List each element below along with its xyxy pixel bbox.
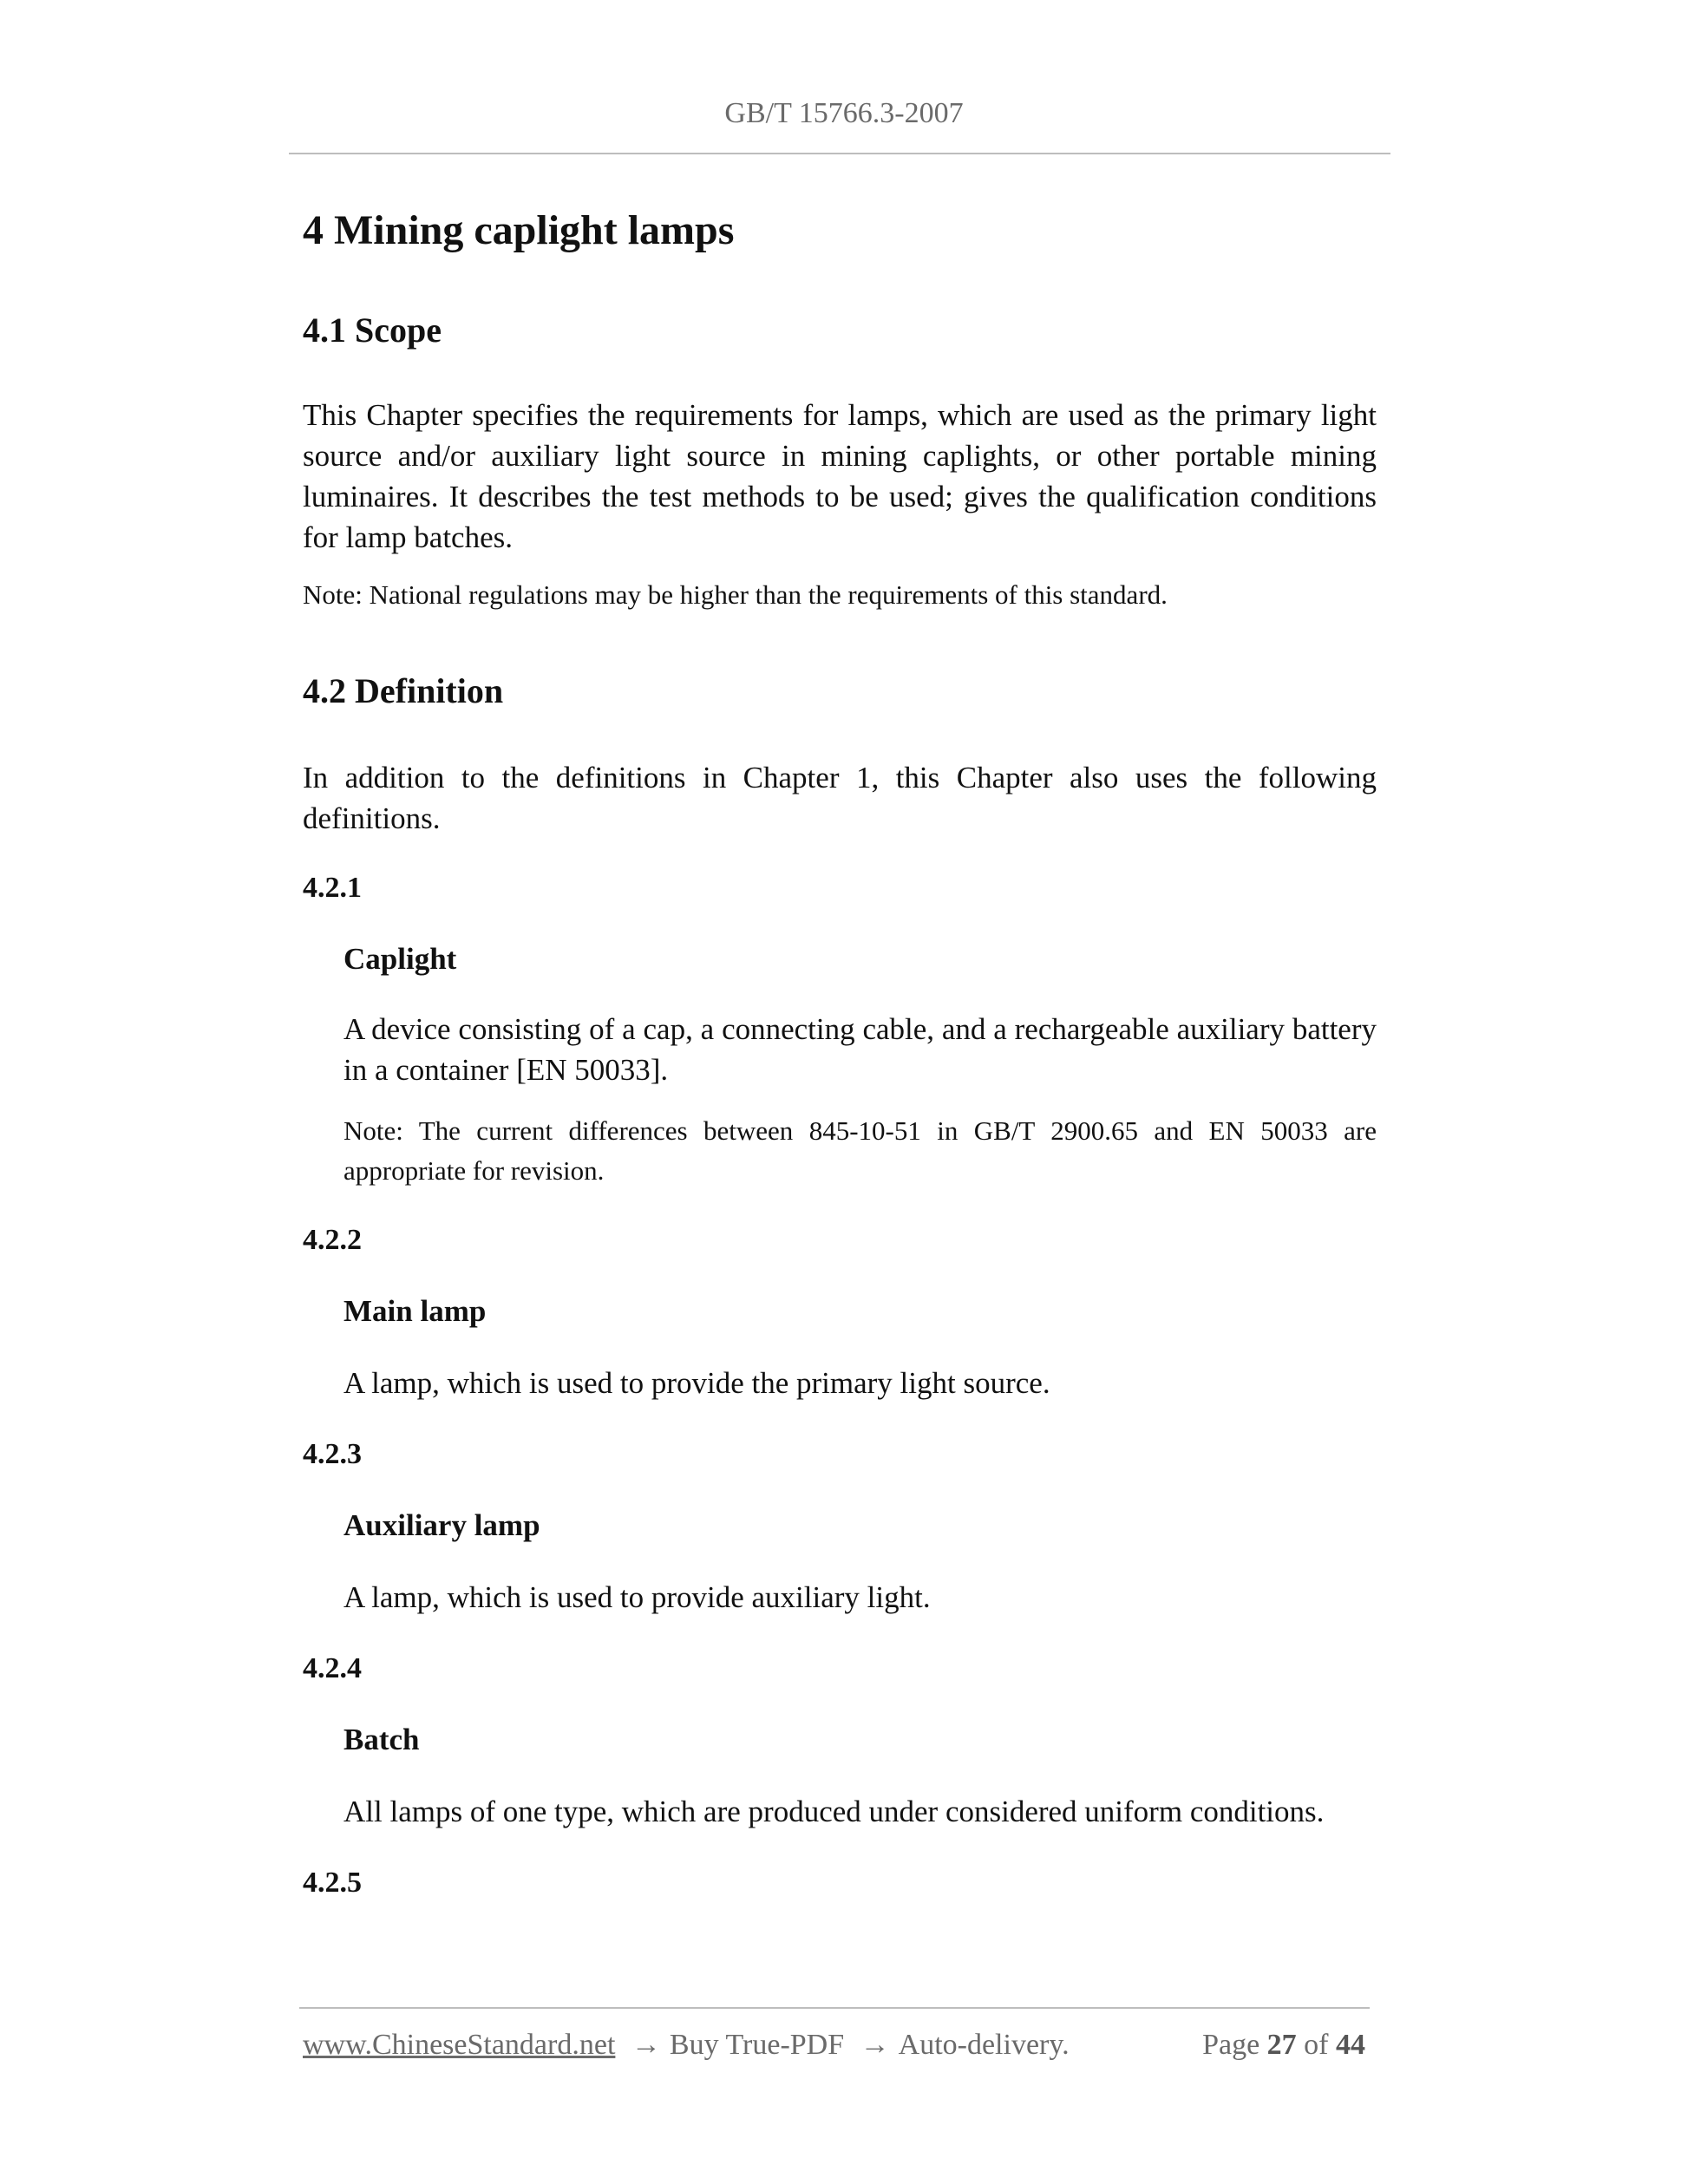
arrow-right-icon: → [860, 2029, 890, 2061]
arrow-right-icon: → [631, 2029, 661, 2061]
website-link[interactable]: www.ChineseStandard.net [303, 2029, 616, 2061]
term-batch: Batch [343, 1723, 420, 1756]
term-main-lamp: Main lamp [343, 1294, 487, 1328]
term-auxiliary-lamp: Auxiliary lamp [343, 1508, 540, 1542]
page-body [303, 195, 1377, 1903]
definition-auxiliary-lamp: A lamp, which is used to provide auxiliary light. [343, 1580, 931, 1614]
total-page-count: 44 [1336, 2029, 1365, 2061]
clause-number-4-2-1: 4.2.1 [303, 872, 362, 904]
page-of-label: of [1304, 2029, 1329, 2061]
current-page-number: 27 [1266, 2029, 1297, 2061]
clause-number-4-2-3: 4.2.3 [303, 1438, 362, 1470]
clause-number-4-2-4: 4.2.4 [303, 1652, 362, 1684]
header-divider [289, 153, 1390, 154]
definition-main-lamp: A lamp, which is used to provide the primary light source. [343, 1366, 1050, 1400]
term-caplight: Caplight [343, 942, 457, 976]
scope-note: Note: National regulations may be higher than the requirements of this standard. [303, 579, 1168, 610]
caplight-note: Note: The current differences between 845-10-51 in GB/T 2900.65 and EN 50033 are appropriate for revision. [343, 1115, 1377, 1186]
definition-intro: In addition to the definitions in Chapter 1, this Chapter also uses the following definitions. [303, 761, 1377, 835]
clause-number-4-2-5: 4.2.5 [303, 1867, 362, 1899]
section-4-2-title: 4.2 Definition [303, 671, 504, 710]
section-4-1-title: 4.1 Scope [303, 311, 442, 350]
chapter-title: 4 Mining caplight lamps [303, 207, 735, 253]
page-label: Page [1202, 2029, 1260, 2061]
definition-batch: All lamps of one type, which are produced under considered uniform conditions. [343, 1795, 1325, 1828]
footer-promo [303, 2029, 1070, 2062]
running-header: GB/T 15766.3-2007 [724, 97, 964, 129]
scope-paragraph: This Chapter specifies the requirements for lamps, which are used as the primary light source and/or auxiliary light source in mining caplights, or other portable mining luminaires. It describes the test methods to be used; gives the qualification conditions for lamp batches. [303, 398, 1377, 554]
footer-divider [299, 2007, 1370, 2009]
definition-caplight: A device consisting of a cap, a connecting cable, and a rechargeable auxiliary battery in a container [EN 50033]. [343, 1012, 1377, 1087]
clause-number-4-2-2: 4.2.2 [303, 1224, 362, 1256]
page-indicator [1202, 2029, 1365, 2062]
buy-pdf-text: Buy True-PDF [669, 2029, 845, 2061]
auto-delivery-text: Auto-delivery. [898, 2029, 1070, 2061]
